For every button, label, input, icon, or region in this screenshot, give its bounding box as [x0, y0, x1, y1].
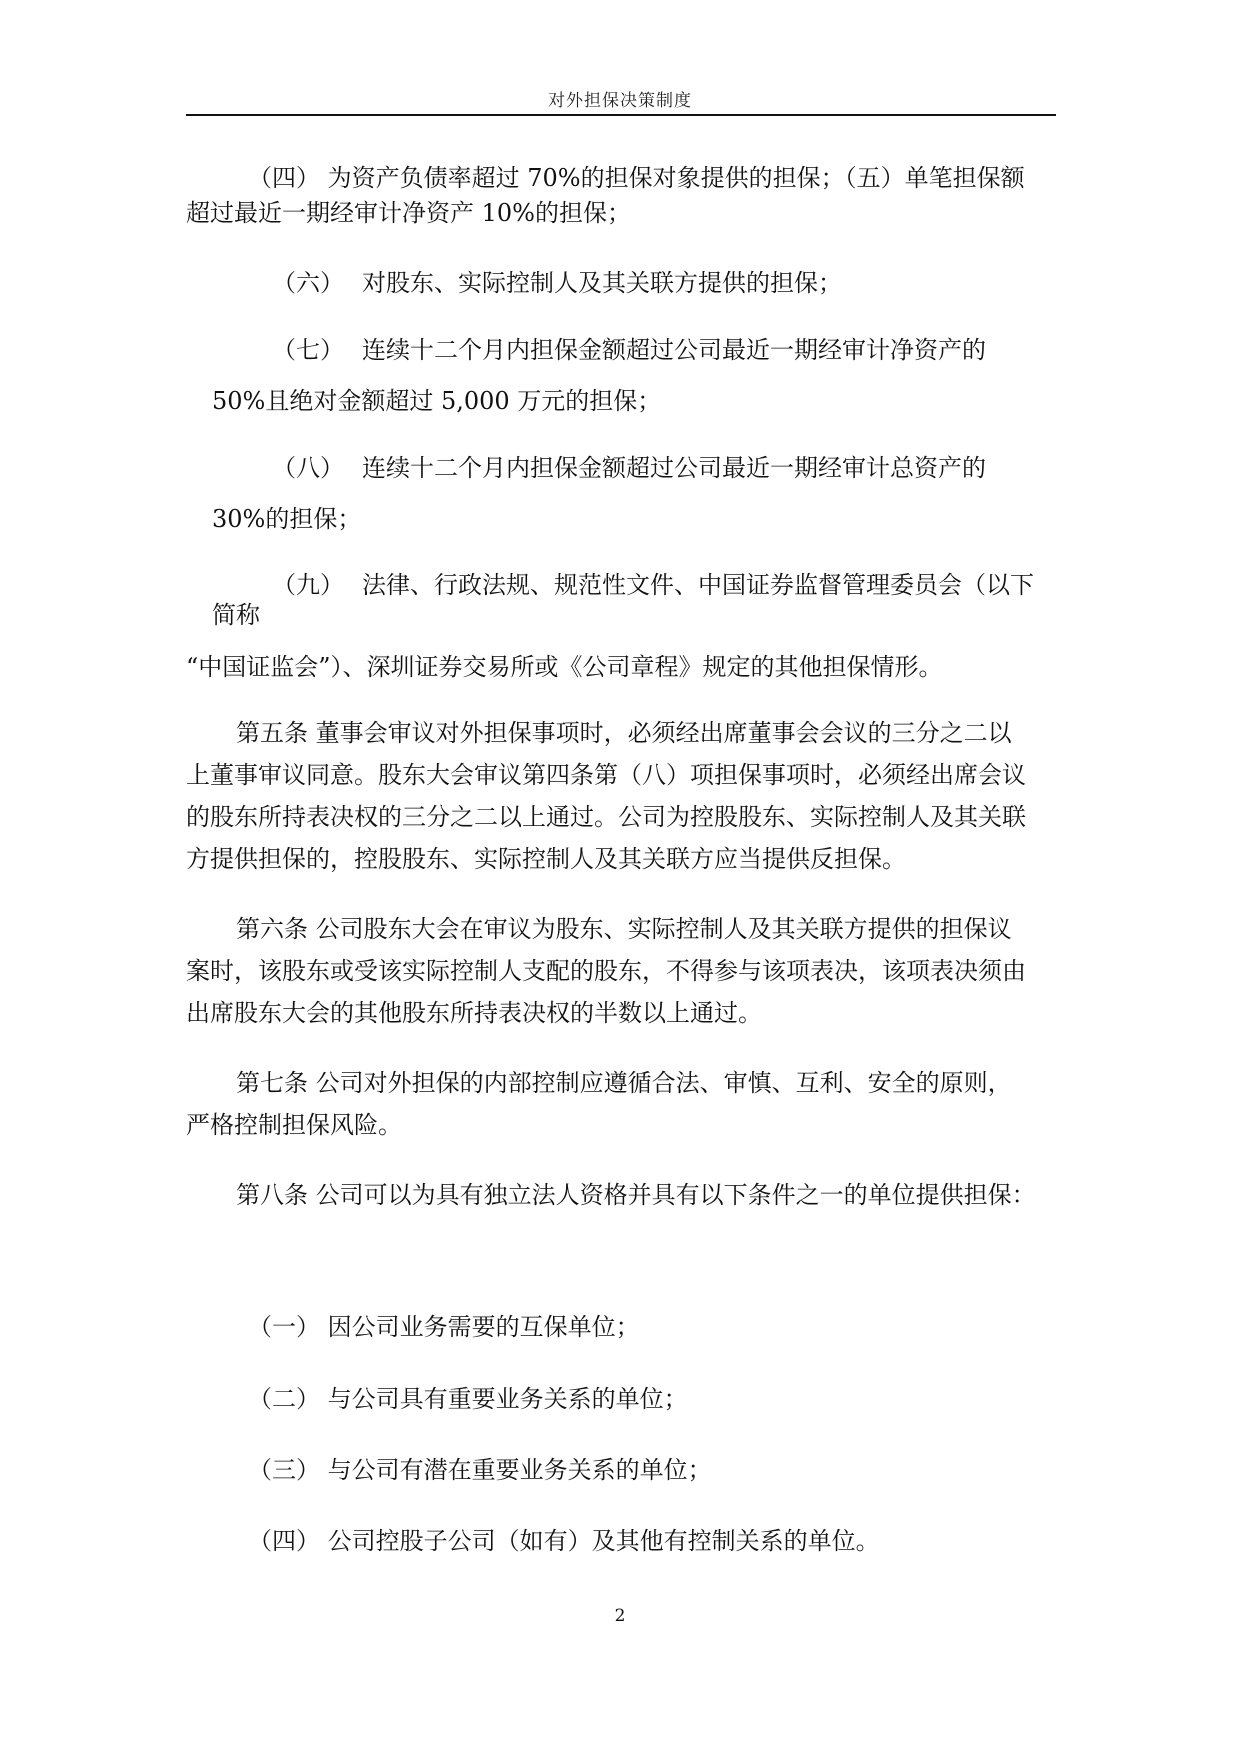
article8-line1: 第八条 公司可以为具有独立法人资格并具有以下条件之一的单位提供担保： — [236, 1181, 1036, 1209]
article5-line4: 方提供担保的，控股股东、实际控制人及其关联方应当提供反担保。 — [186, 845, 906, 873]
article5-line3: 的股东所持表决权的三分之二以上通过。公司为控股股东、实际控制人及其关联 — [186, 803, 1026, 831]
item7-number: （七） — [272, 336, 344, 364]
article6-line1: 第六条 公司股东大会在审议为股东、实际控制人及其关联方提供的担保议 — [236, 915, 1012, 943]
condition1: （一） 因公司业务需要的互保单位； — [248, 1313, 640, 1341]
condition2: （二） 与公司具有重要业务关系的单位； — [248, 1385, 688, 1413]
item4-line2: 超过最近一期经审计净资产 10%的担保； — [186, 199, 631, 227]
item7-text-line2: 50%且绝对金额超过 5,000 万元的担保； — [212, 387, 662, 415]
condition4: （四） 公司控股子公司（如有）及其他有控制关系的单位。 — [248, 1527, 880, 1555]
item8-text-line1: 连续十二个月内担保金额超过公司最近一期经审计总资产的 — [362, 454, 986, 482]
article7-line2: 严格控制担保风险。 — [186, 1111, 402, 1139]
article7-line1: 第七条 公司对外担保的内部控制应遵循合法、审慎、互利、安全的原则， — [236, 1069, 1012, 1097]
item8-number: （八） — [272, 454, 344, 482]
running-header-title: 对外担保决策制度 — [548, 91, 692, 111]
item9-text-line3: “中国证监会”）、深圳证券交易所或《公司章程》规定的其他担保情形。 — [186, 653, 943, 681]
item9-text-line1: 法律、行政法规、规范性文件、中国证券监督管理委员会（以下 — [362, 571, 1034, 599]
article5-line2: 上董事审议同意。股东大会审议第四条第（八）项担保事项时，必须经出席会议 — [186, 761, 1026, 789]
article6-line2: 案时，该股东或受该实际控制人支配的股东，不得参与该项表决，该项表决须由 — [186, 957, 1026, 985]
item9-number: （九） — [272, 571, 344, 599]
article5-line1: 第五条 董事会审议对外担保事项时，必须经出席董事会会议的三分之二以 — [236, 719, 1012, 747]
item7-text-line1: 连续十二个月内担保金额超过公司最近一期经审计净资产的 — [362, 336, 986, 364]
header-divider — [186, 114, 1056, 116]
item6-text: 对股东、实际控制人及其关联方提供的担保； — [362, 269, 842, 297]
item9-text-line2: 简称 — [212, 601, 260, 629]
condition3: （三） 与公司有潜在重要业务关系的单位； — [248, 1456, 712, 1484]
page-number: 2 — [614, 1606, 626, 1626]
item4-line1: （四） 为资产负债率超过 70%的担保对象提供的担保；（五）单笔担保额 — [248, 164, 1025, 192]
item6-number: （六） — [272, 269, 344, 297]
article6-line3: 出席股东大会的其他股东所持表决权的半数以上通过。 — [186, 999, 762, 1027]
item8-text-line2: 30%的担保； — [212, 505, 362, 533]
